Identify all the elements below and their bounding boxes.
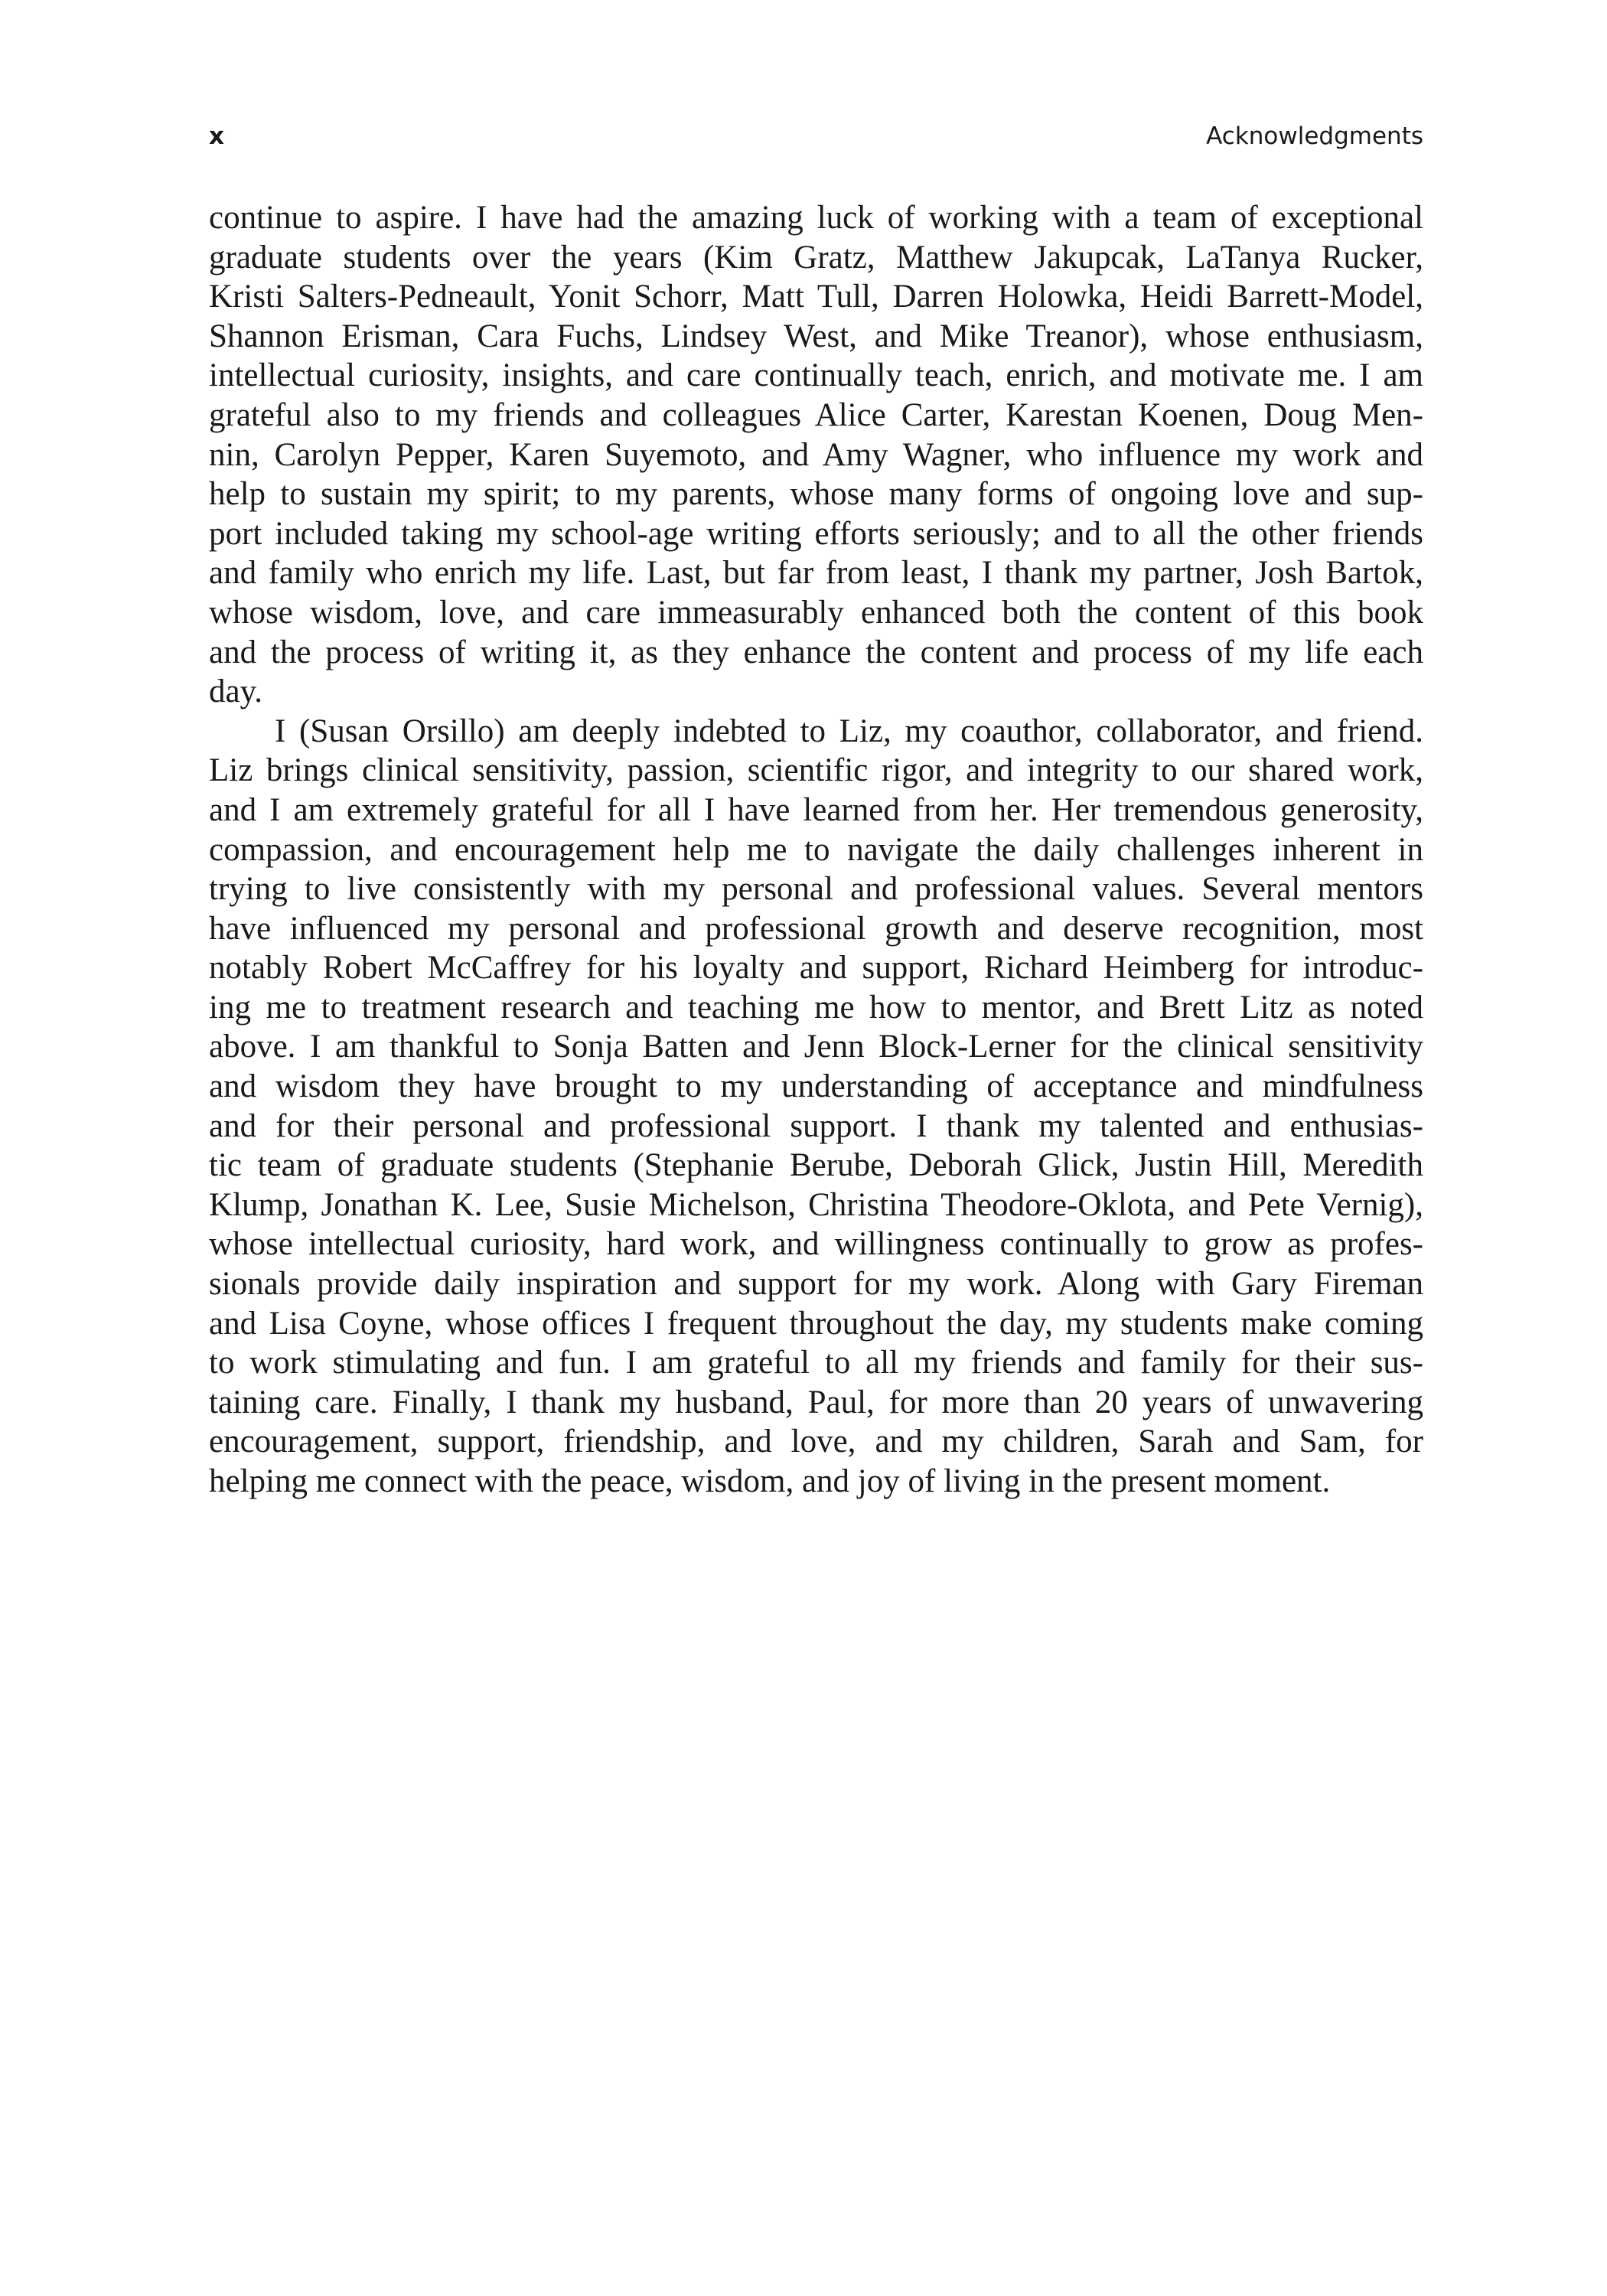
text-line: help to sustain my spirit; to my parents, whose many forms of ongoing love and sup-	[209, 476, 1423, 513]
text-line: day.	[209, 673, 263, 710]
text-line: and the process of writing it, as they enhance the content and process of my life each	[209, 634, 1423, 670]
text-line: whose intellectual curiosity, hard work, and willingness continually to grow as profes-	[209, 1226, 1423, 1263]
text-line: to work stimulating and fun. I am grateful to all my friends and family for their sus-	[209, 1345, 1423, 1381]
text-line: compassion, and encouragement help me to navigate the daily challenges inherent in	[209, 831, 1423, 868]
text-line: nin, Carolyn Pepper, Karen Suyemoto, and Amy Wagner, who influence my work and	[209, 436, 1423, 473]
text-line: notably Robert McCaffrey for his loyalty and support, Richard Heimberg for introduc-	[209, 950, 1423, 987]
text-line: and for their personal and professional support. I thank my talented and enthusias-	[209, 1107, 1423, 1144]
body-text	[209, 198, 1423, 1502]
text-line: I (Susan Orsillo) am deeply indebted to Liz, my coauthor, collaborator, and friend.	[275, 713, 1423, 749]
text-line: and Lisa Coyne, whose offices I frequent throughout the day, my students make coming	[209, 1305, 1423, 1342]
text-line: ing me to treatment research and teaching me how to mentor, and Brett Litz as noted	[209, 989, 1423, 1026]
text-line: sionals provide daily inspiration and support for my work. Along with Gary Fireman	[209, 1266, 1423, 1303]
text-line: tic team of graduate students (Stephanie Berube, Deborah Glick, Justin Hill, Meredith	[209, 1147, 1423, 1184]
text-line: port included taking my school-age writing efforts seriously; and to all the other friends	[209, 515, 1423, 552]
text-line: and wisdom they have brought to my understanding of acceptance and mindfulness	[209, 1068, 1423, 1105]
text-line: Shannon Erisman, Cara Fuchs, Lindsey West, and Mike Treanor), whose enthusiasm,	[209, 318, 1423, 354]
page-number: x	[209, 122, 224, 150]
text-line: taining care. Finally, I thank my husband, Paul, for more than 20 years of unwavering	[209, 1384, 1423, 1420]
text-line: above. I am thankful to Sonja Batten and Jenn Block-Lerner for the clinical sensitivity	[209, 1029, 1423, 1065]
text-line: trying to live consistently with my personal and professional values. Several mentors	[209, 871, 1423, 908]
text-line: graduate students over the years (Kim Gratz, Matthew Jakupcak, LaTanya Rucker,	[209, 239, 1423, 276]
text-line: helping me connect with the peace, wisdom, and joy of living in the present moment.	[209, 1463, 1331, 1499]
text-line: Kristi Salters-Pedneault, Yonit Schorr, Matt Tull, Darren Holowka, Heidi Barrett-Model,	[209, 279, 1423, 315]
text-line: have influenced my personal and professional growth and deserve recognition, most	[209, 910, 1423, 947]
text-line: grateful also to my friends and colleagues Alice Carter, Karestan Koenen, Doug Men-	[209, 396, 1423, 433]
text-line: and family who enrich my life. Last, but far from least, I thank my partner, Josh Bartok,	[209, 555, 1423, 592]
paragraph-1	[209, 198, 1423, 712]
text-line: Liz brings clinical sensitivity, passion, scientific rigor, and integrity to our shared work,	[209, 752, 1423, 789]
text-line: encouragement, support, friendship, and love, and my children, Sarah and Sam, for	[209, 1424, 1423, 1460]
text-line: continue to aspire. I have had the amazing luck of working with a team of exceptional	[209, 200, 1423, 236]
section-title: Acknowledgments	[1206, 122, 1423, 150]
text-line: whose wisdom, love, and care immeasurably enhanced both the content of this book	[209, 594, 1423, 631]
text-line: Klump, Jonathan K. Lee, Susie Michelson, Christina Theodore-Oklota, and Pete Vernig),	[209, 1186, 1423, 1223]
text-line: intellectual curiosity, insights, and care continually teach, enrich, and motivate me. I am	[209, 357, 1423, 394]
paragraph-2	[209, 712, 1423, 1502]
text-line: and I am extremely grateful for all I have learned from her. Her tremendous generosity,	[209, 791, 1423, 828]
running-head	[209, 122, 1423, 161]
